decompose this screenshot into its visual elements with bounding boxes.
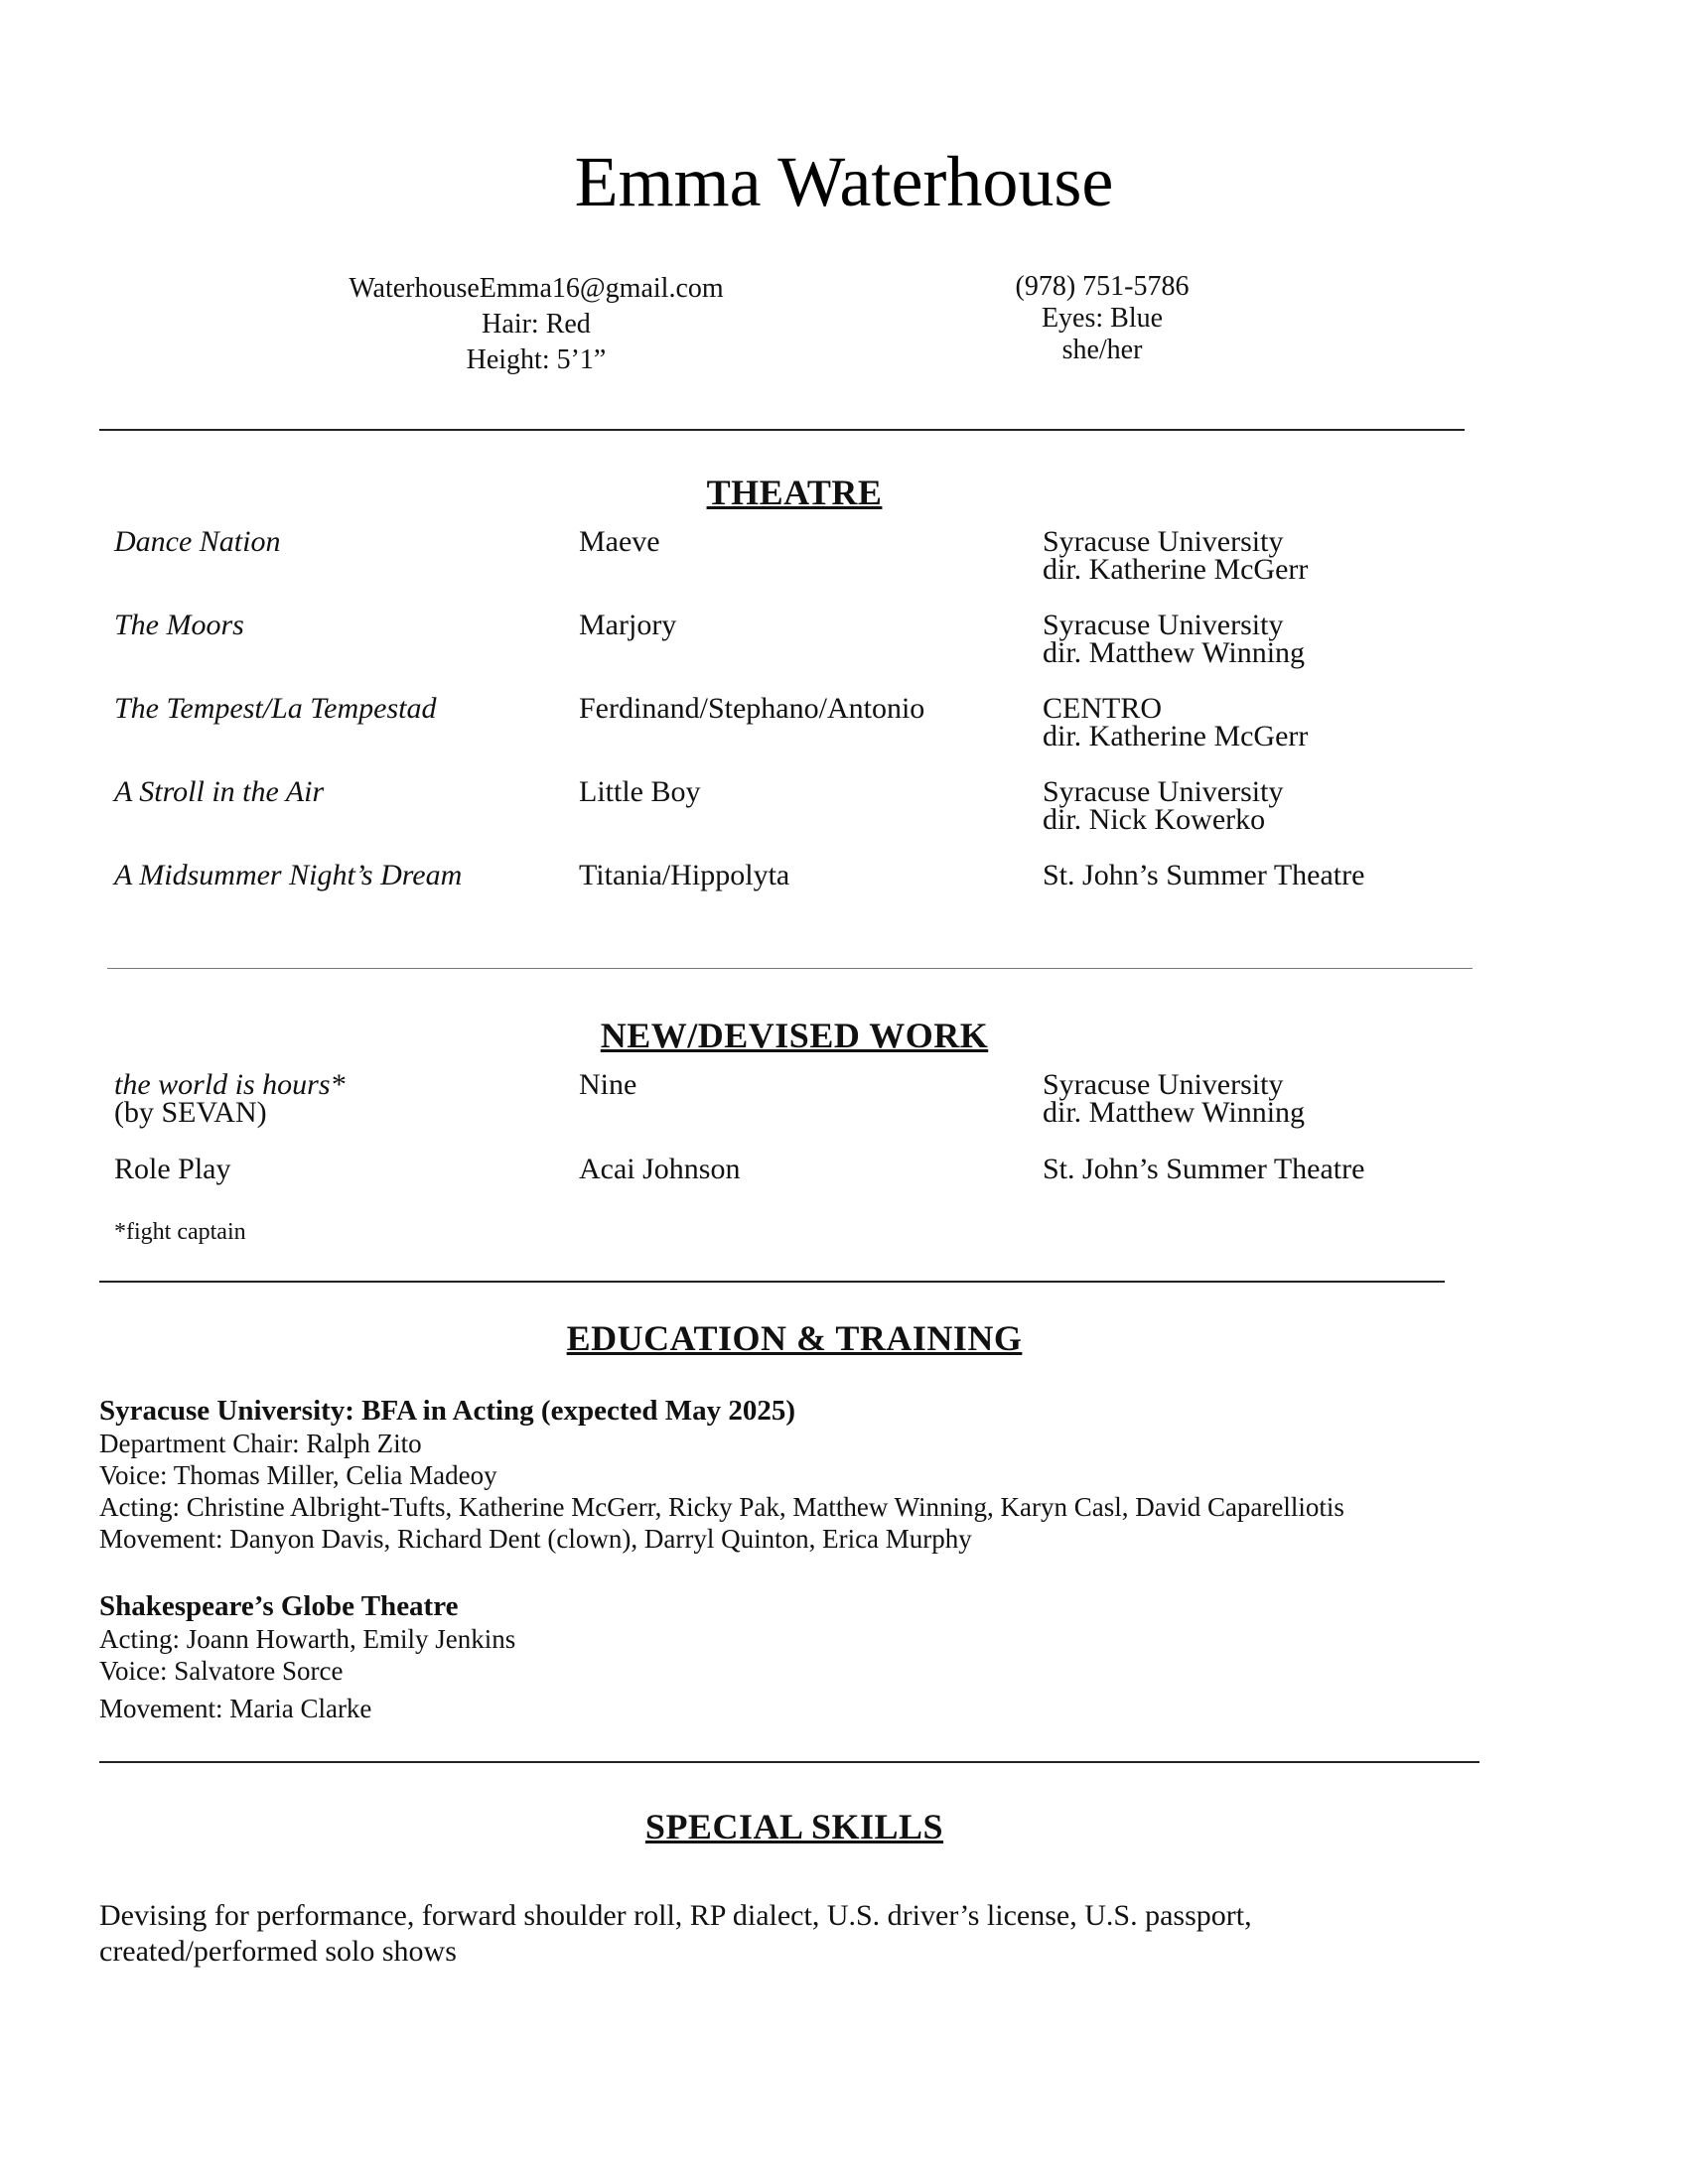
credit-title: A Stroll in the Air <box>114 775 325 808</box>
credit-venue-block <box>1043 1153 1440 1185</box>
education-heading: EDUCATION & TRAINING <box>566 1318 1023 1358</box>
credit-director: dir. Katherine McGerr <box>1043 720 1309 752</box>
credit-title: Dance Nation <box>114 525 281 558</box>
credit-director: dir. Nick Kowerko <box>1043 803 1266 836</box>
divider-new-work <box>99 1281 1445 1283</box>
hair-color: Hair: Red <box>482 309 591 340</box>
contact-left <box>338 271 735 378</box>
training-line: Voice: Salvatore Sorce <box>99 1656 344 1686</box>
credit-role: Marjory <box>579 609 677 641</box>
school-name: Shakespeare’s Globe Theatre <box>99 1590 459 1622</box>
credit-director: dir. Matthew Winning <box>1043 636 1306 669</box>
resume-name: Emma Waterhouse <box>574 142 1114 221</box>
skills-line: Devising for performance, forward shoulder roll, RP dialect, U.S. driver’s license, U.S. passport, <box>99 1899 1252 1932</box>
credit-title: The Tempest/La Tempestad <box>114 692 437 725</box>
credit-venue: Syracuse University <box>1043 1068 1284 1101</box>
training-line: Movement: Danyon Davis, Richard Dent (clown), Darryl Quinton, Erica Murphy <box>99 1524 972 1554</box>
credit-role: Titania/Hippolyta <box>579 859 790 891</box>
skills-text <box>99 1898 1390 1970</box>
credit-venue-block <box>1043 525 1440 586</box>
new-work-heading: NEW/DEVISED WORK <box>600 1016 989 1055</box>
credit-title: the world is hours* <box>114 1068 346 1101</box>
credit-role: Little Boy <box>579 775 701 808</box>
credit-director: dir. Matthew Winning <box>1043 1096 1306 1129</box>
credit-role: Maeve <box>579 525 660 558</box>
skills-line: created/performed solo shows <box>99 1935 457 1968</box>
credit-role: Acai Johnson <box>579 1153 741 1185</box>
theatre-heading: THEATRE <box>706 473 883 512</box>
email-address[interactable]: WaterhouseEmma16@gmail.com <box>349 273 724 304</box>
theatre-credit-2 <box>114 609 1405 681</box>
skills-heading: SPECIAL SKILLS <box>644 1807 944 1846</box>
training-line: Acting: Christine Albright-Tufts, Katherine McGerr, Ricky Pak, Matthew Winning, Karyn Casl, David Caparelliotis <box>99 1492 1344 1522</box>
divider-education <box>99 1761 1479 1763</box>
theatre-credit-1 <box>114 525 1405 598</box>
credit-subtitle: (by SEVAN) <box>114 1096 267 1129</box>
credit-venue: St. John’s Summer Theatre <box>1043 859 1365 891</box>
credit-director: dir. Katherine McGerr <box>1043 553 1309 586</box>
credit-venue: Syracuse University <box>1043 525 1284 558</box>
height: Height: 5’1” <box>466 344 607 375</box>
credit-role: Nine <box>579 1068 637 1101</box>
credit-role: Ferdinand/Stephano/Antonio <box>579 692 925 725</box>
new-work-credit-2 <box>114 1153 1405 1225</box>
phone-number[interactable]: (978) 751-5786 <box>1015 271 1190 302</box>
credit-title: The Moors <box>114 609 244 641</box>
new-work-credit-1 <box>114 1068 1405 1141</box>
credit-title: Role Play <box>114 1153 231 1185</box>
theatre-credit-4 <box>114 775 1405 848</box>
credit-venue-block <box>1043 692 1440 752</box>
credit-title-block <box>114 1068 561 1129</box>
contact-right <box>953 271 1251 366</box>
training-line: Voice: Thomas Miller, Celia Madeoy <box>99 1460 497 1490</box>
theatre-credit-5 <box>114 859 1405 931</box>
credit-venue-block <box>1043 609 1440 669</box>
credit-venue: St. John’s Summer Theatre <box>1043 1153 1365 1185</box>
pronouns: she/her <box>1061 335 1143 365</box>
school-syracuse <box>99 1394 1539 1555</box>
training-line: Department Chair: Ralph Zito <box>99 1429 422 1458</box>
credit-venue: CENTRO <box>1043 692 1162 725</box>
credit-venue: Syracuse University <box>1043 609 1284 641</box>
theatre-credit-3 <box>114 692 1405 764</box>
credit-title: A Midsummer Night’s Dream <box>114 859 463 891</box>
divider-theatre <box>107 968 1473 969</box>
school-globe <box>99 1589 1539 1724</box>
eye-color: Eyes: Blue <box>1041 303 1164 334</box>
training-line: Movement: Maria Clarke <box>99 1694 372 1723</box>
fight-captain-footnote: *fight captain <box>114 1219 246 1245</box>
credit-venue-block <box>1043 1068 1440 1129</box>
credit-venue-block <box>1043 775 1440 836</box>
school-name: Syracuse University: BFA in Acting (expected May 2025) <box>99 1395 796 1427</box>
credit-venue-block <box>1043 859 1440 891</box>
training-line: Acting: Joann Howarth, Emily Jenkins <box>99 1624 516 1654</box>
divider-header <box>99 429 1465 431</box>
credit-venue: Syracuse University <box>1043 775 1284 808</box>
